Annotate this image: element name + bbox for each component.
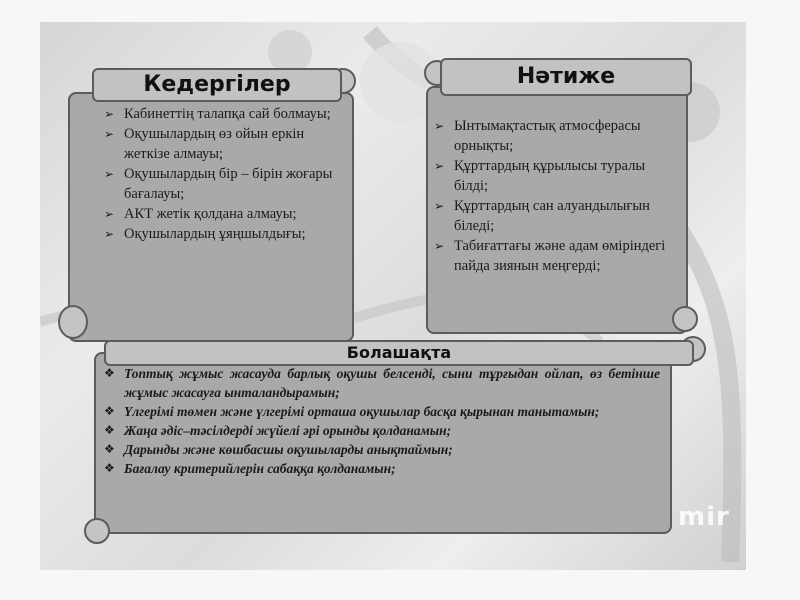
future-item-text: Жаңа әдіс–тәсілдерді жүйелі әрі орынды қолданамын; <box>124 423 452 438</box>
scroll-curl <box>58 305 88 339</box>
results-list <box>434 116 666 276</box>
result-item <box>434 156 666 196</box>
diamond-bullet-icon: ❖ <box>104 366 115 380</box>
future-item <box>104 364 660 402</box>
arrow-bullet-icon: ➢ <box>104 127 115 141</box>
obstacle-item-text: Оқушылардың өз ойын еркін жеткізе алмауы; <box>124 126 305 162</box>
result-item <box>434 236 666 276</box>
obstacle-item <box>104 224 344 244</box>
obstacle-item <box>104 124 344 164</box>
obstacle-item <box>104 204 344 224</box>
arrow-bullet-icon: ➢ <box>104 167 115 181</box>
future-title: Болашақта <box>104 340 694 366</box>
result-item <box>434 116 666 156</box>
watermark-logo: mir <box>678 502 730 532</box>
obstacle-item <box>104 164 344 204</box>
obstacles-list <box>104 104 344 244</box>
obstacle-item-text: Оқушылардың ұяңшылдығы; <box>124 226 306 242</box>
results-title: Нәтиже <box>440 58 692 96</box>
arrow-bullet-icon: ➢ <box>104 207 115 221</box>
future-item <box>104 459 660 478</box>
scroll-curl <box>84 518 110 544</box>
future-list <box>104 364 660 478</box>
future-item <box>104 440 660 459</box>
obstacle-item-text: Кабинеттің талапқа сай болмауы; <box>124 106 331 122</box>
future-item-text: Топтық жұмыс жасауда барлық оқушы белсенді, сыни тұрғыдан ойлап, өз бетінше жұмыс жасауға ынталандырамын; <box>124 366 660 400</box>
obstacle-item <box>104 104 344 124</box>
future-item <box>104 421 660 440</box>
arrow-bullet-icon: ➢ <box>434 159 445 173</box>
arrow-bullet-icon: ➢ <box>434 239 445 253</box>
arrow-bullet-icon: ➢ <box>434 199 445 213</box>
result-item-text: Ынтымақтастық атмосферасы орнықты; <box>454 118 641 154</box>
diamond-bullet-icon: ❖ <box>104 423 115 437</box>
future-item-text: Дарынды және көшбасшы оқушыларды анықтаймын; <box>124 442 453 457</box>
arrow-bullet-icon: ➢ <box>434 119 445 133</box>
result-item <box>434 196 666 236</box>
arrow-bullet-icon: ➢ <box>104 107 115 121</box>
future-item <box>104 402 660 421</box>
scroll-curl <box>672 306 698 332</box>
result-item-text: Табиғаттағы және адам өміріндегі пайда зиянын меңгерді; <box>454 238 666 274</box>
future-item-text: Бағалау критерийлерін сабаққа қолданамын; <box>124 461 396 476</box>
diamond-bullet-icon: ❖ <box>104 442 115 456</box>
diamond-bullet-icon: ❖ <box>104 461 115 475</box>
obstacle-item-text: АКТ жетік қолдана алмауы; <box>124 206 297 222</box>
arrow-bullet-icon: ➢ <box>104 227 115 241</box>
result-item-text: Құрттардың сан алуандылығын біледі; <box>454 198 650 234</box>
result-item-text: Құрттардың құрылысы туралы білді; <box>454 158 646 194</box>
obstacle-item-text: Оқушылардың бір – бірін жоғары бағалауы; <box>124 166 333 202</box>
obstacles-title: Кедергілер <box>92 68 342 102</box>
future-item-text: Үлгерімі төмен және үлгерімі орташа оқушылар басқа қырынан танытамын; <box>124 404 600 419</box>
diamond-bullet-icon: ❖ <box>104 404 115 418</box>
